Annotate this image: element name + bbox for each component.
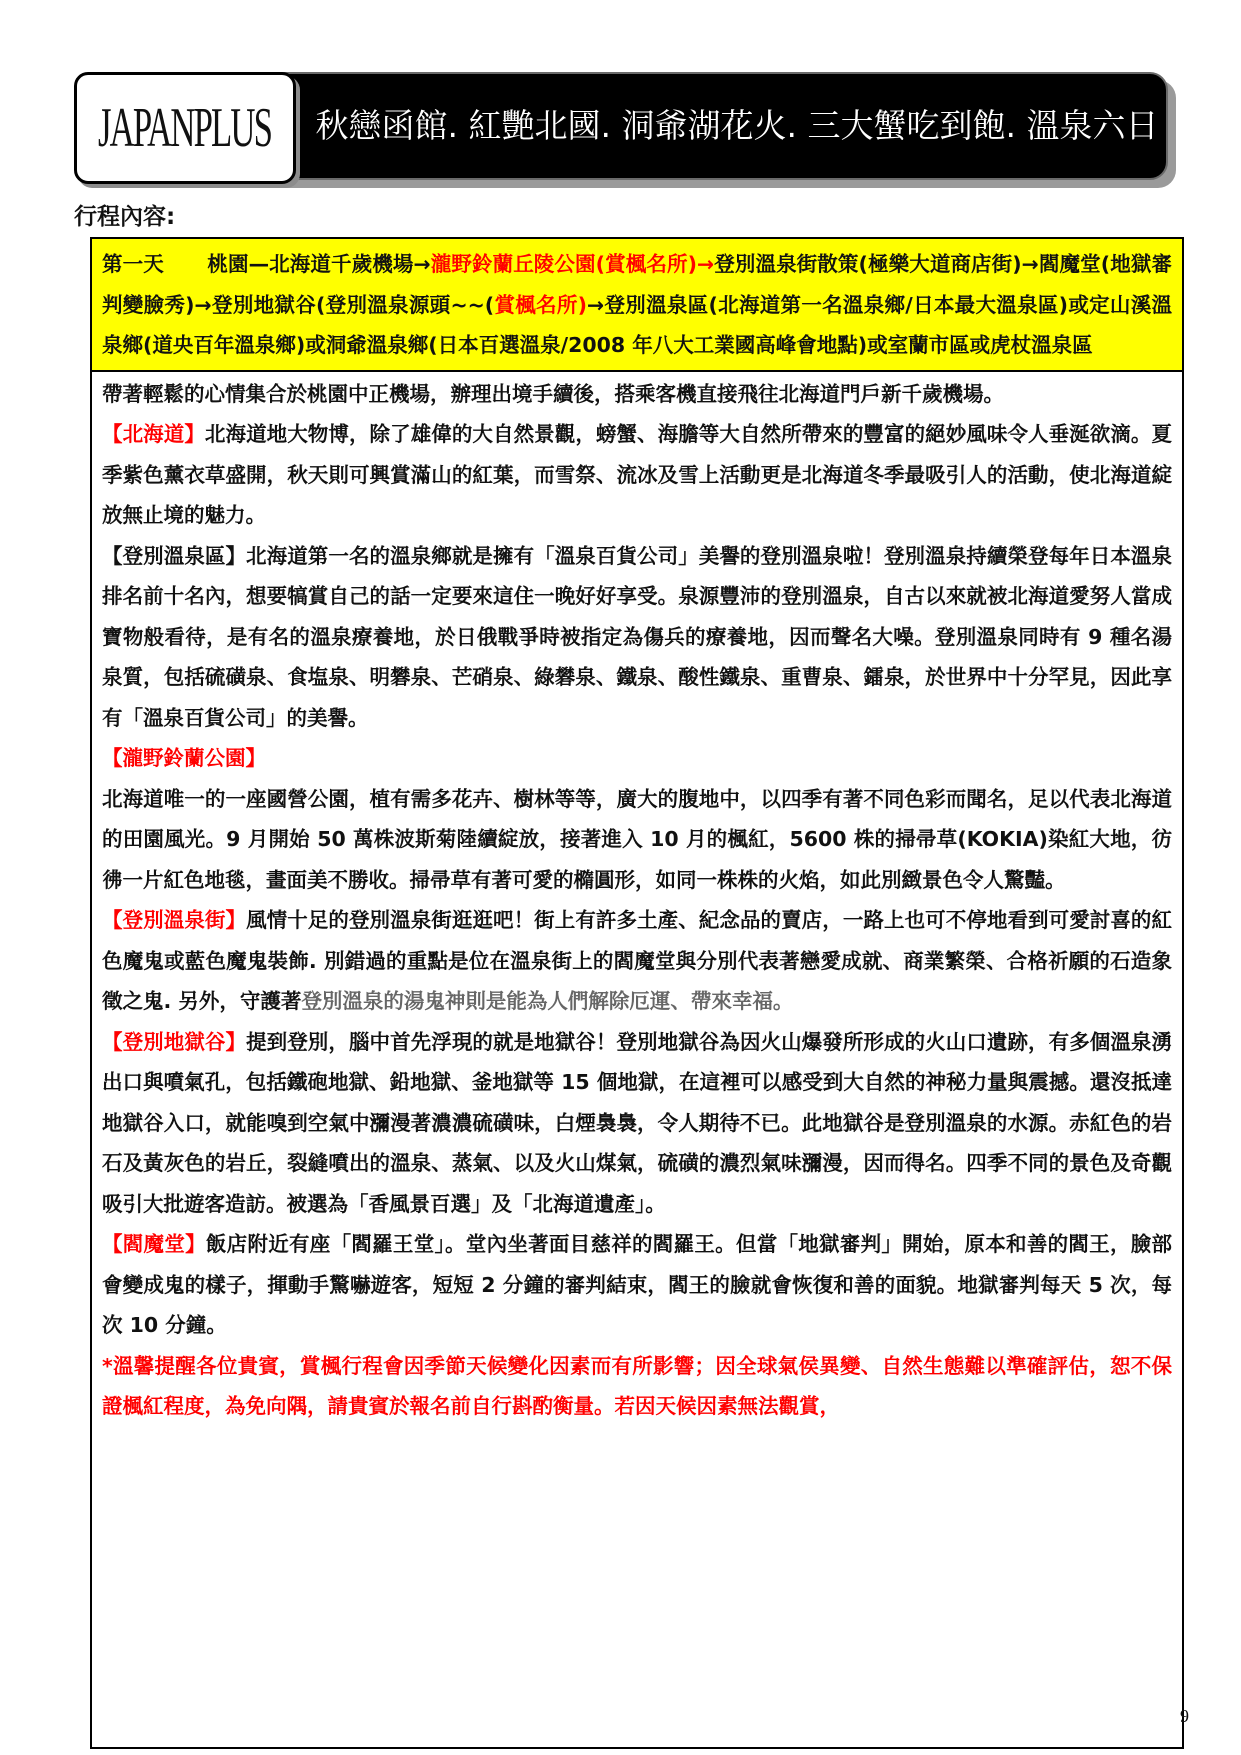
page-number: 9 xyxy=(1180,1706,1189,1726)
jigoku-paragraph xyxy=(102,1022,1172,1225)
title-banner xyxy=(74,72,1176,188)
paragraph-text: 飯店附近有座「閻羅王堂」。堂內坐著面目慈祥的閻羅王。但當「地獄審判」開始，原本和善的閻王，臉部會變成鬼的樣子，揮動手驚嚇遊客，短短 2 分鐘的審判結束，閻王的臉就會恢復和善的面貌。地獄審判每天 5 次，每次 10 分鐘。 xyxy=(102,1232,1173,1337)
itinerary-table xyxy=(90,237,1184,1749)
enma-paragraph xyxy=(102,1224,1172,1346)
notice-paragraph: *溫馨提醒各位貴賓，賞楓行程會因季節天候變化因素而有所影響；因全球氣侯異變、自然生態難以準確評估，恕不保證楓紅程度，為免向隅，請貴賓於報名前自行斟酌衡量。若因天候因素無法觀賞， xyxy=(102,1353,1172,1418)
route-text: 登別溫泉街散策(極樂大道商店街)→閻魔堂(地獄審判變臉秀)→登別地獄谷(登別溫泉源頭~~( xyxy=(102,252,1172,317)
takino-paragraph: 北海道唯一的一座國營公園，植有需多花卉、樹林等等，廣大的腹地中，以四季有著不同色彩而聞名，足以代表北海道的田園風光。9 月開始 50 萬株波斯菊陸續綻放，接著進入 10 月的楓紅，5600 株的掃帚草(KOKIA)染紅大地，彷彿一片紅色地毯，畫面美不勝收。掃帚草有著可愛的橢圓形，如同一株株的火焰，如此別緻景色令人驚豔。 xyxy=(102,786,1172,892)
paragraph-text: 登別溫泉的湯鬼神則是能為人們解除厄運、帶來幸福。 xyxy=(301,989,794,1013)
section-heading: 【閻魔堂】 xyxy=(102,1232,206,1256)
hokkaido-paragraph xyxy=(102,414,1172,536)
logo-text: JAPANPLUS xyxy=(98,97,272,159)
route-highlight: 賞楓名所) xyxy=(494,292,588,317)
paragraph-text: 北海道地大物博，除了雄偉的大自然景觀，螃蟹、海膽等大自然所帶來的豐富的絕妙風味令人垂涎欲滴。夏季紫色薰衣草盛開，秋天則可興賞滿山的紅葉，而雪祭、流冰及雪上活動更是北海道冬季最吸引人的活動，使北海道綻放無止境的魅力。 xyxy=(102,422,1173,527)
section-label: 行程內容: xyxy=(74,204,176,230)
day-header xyxy=(92,239,1182,372)
route-text: →登別溫泉區(北海道第一名溫泉鄉/日本最大溫泉區)或定山溪溫泉鄉(道央百年溫泉鄉)或洞爺溫泉鄉(日本百選溫泉/2008 年八大工業國高峰會地點)或室蘭市區或虎杖溫泉區 xyxy=(102,292,1173,357)
section-heading: 【北海道】 xyxy=(102,422,205,446)
section-heading: 【登別溫泉街】 xyxy=(102,908,247,932)
day-label: 第一天 xyxy=(102,252,164,276)
noboribetsu-paragraph: 【登別溫泉區】北海道第一名的溫泉鄉就是擁有「溫泉百貨公司」美譽的登別溫泉啦！登別溫泉持續榮登每年日本溫泉排名前十名內，想要犒賞自己的話一定要來這住一晚好好享受。泉源豐沛的登別溫泉，自古以來就被北海道愛努人當成寶物般看待，是有名的溫泉療養地，於日俄戰爭時被指定為傷兵的療養地，因而聲名大噪。登別溫泉同時有 9 種名湯泉質，包括硫磺泉、食塩泉、明礬泉、芒硝泉、綠礬泉、鐵泉、酸性鐵泉、重曹泉、鐳泉，於世界中十分罕見，因此享有「溫泉百貨公司」的美譽。 xyxy=(102,543,1172,730)
logo-box xyxy=(74,72,296,184)
section-heading: 【瀧野鈴蘭公園】 xyxy=(102,746,266,770)
intro-paragraph: 帶著輕鬆的心情集合於桃園中正機場，辦理出境手續後，搭乘客機直接飛往北海道門戶新千歲機場。 xyxy=(102,381,1004,406)
day-description xyxy=(92,372,1182,1747)
section-heading: 【登別地獄谷】 xyxy=(102,1029,247,1054)
paragraph-text: 提到登別，腦中首先浮現的就是地獄谷！登別地獄谷為因火山爆發所形成的火山口遺跡，有多個溫泉湧出口與噴氣孔，包括鐵砲地獄、鉛地獄、釜地獄等 15 個地獄，在這裡可以感受到大自然的神秘力量與震撼。還沒抵達地獄谷入口，就能嗅到空氣中瀰漫著濃濃硫磺味，白煙裊裊，令人期待不已。此地獄谷是登別溫泉的水源。赤紅色的岩石及黃灰色的岩丘，裂縫噴出的溫泉、蒸氣、以及火山煤氣，硫磺的濃烈氣味瀰漫，因而得名。四季不同的景色及奇觀吸引大批遊客造訪。被選為「香風景百選」及「北海道遺產」。 xyxy=(102,1029,1173,1216)
route-highlight: 瀧野鈴蘭丘陵公園(賞楓名所)→ xyxy=(430,252,715,276)
tour-title: 秋戀函館. 紅艷北國. 洞爺湖花火. 三大蟹吃到飽. 溫泉六日 xyxy=(315,106,1159,145)
route-text: 桃園—北海道千歲機場→ xyxy=(207,252,431,276)
street-paragraph xyxy=(102,900,1172,1022)
paragraph-text: 風情十足的登別溫泉街逛逛吧！街上有許多土產、紀念品的賣店，一路上也可不停地看到可愛討喜的紅色魔鬼或藍色魔鬼裝飾. 別錯過的重點是位在溫泉街上的閻魔堂與分別代表著戀愛成就、商業繁榮、合格祈願的石造象徵之鬼. 另外，守護著 xyxy=(102,908,1173,1013)
